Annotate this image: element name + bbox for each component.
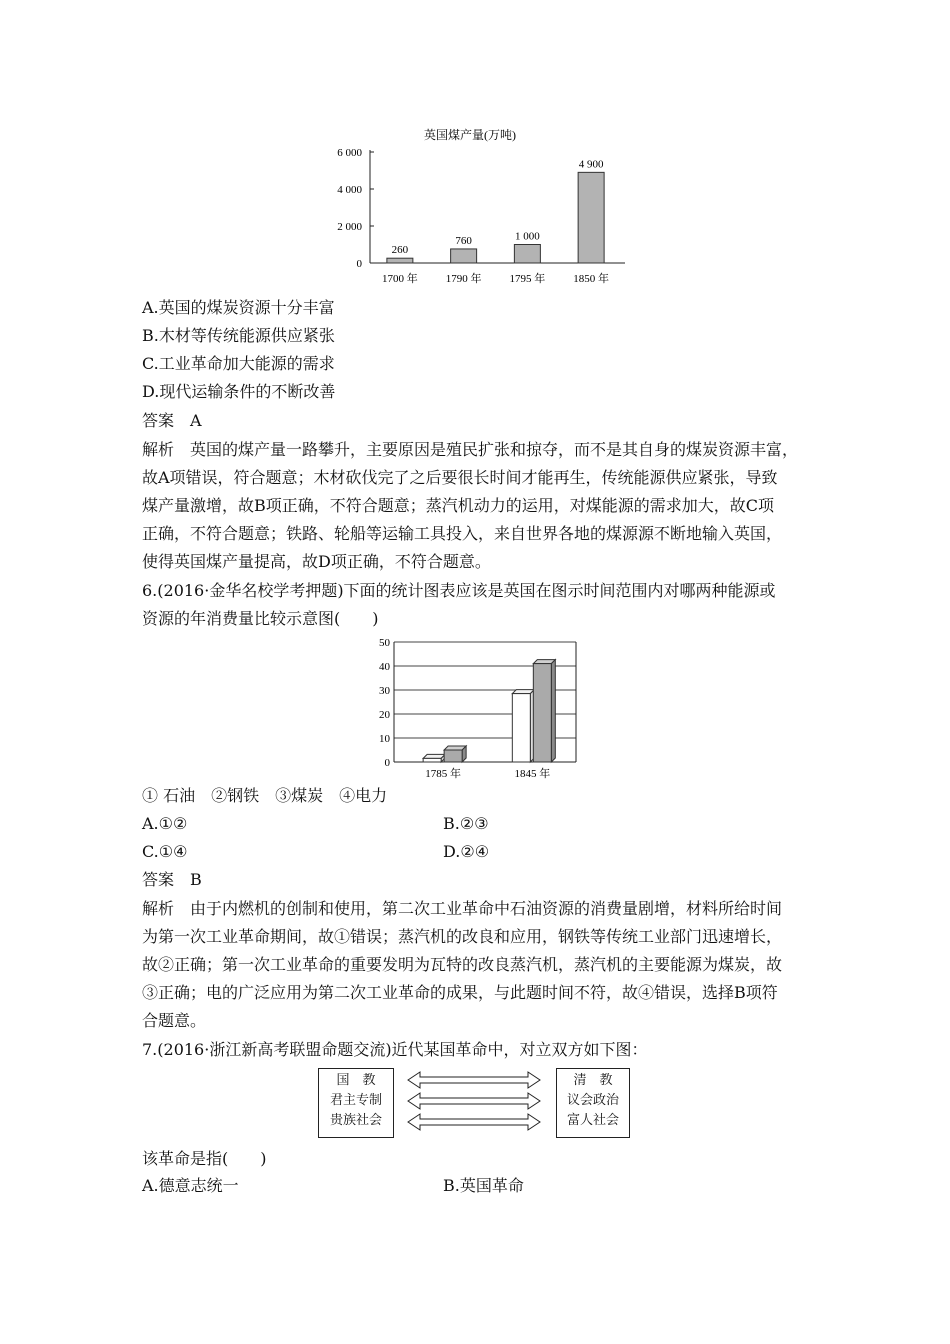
q6-option-c: C.①④ bbox=[142, 842, 188, 861]
left-box-line: 国 教 bbox=[336, 1073, 376, 1088]
bar bbox=[451, 249, 477, 263]
double-arrow bbox=[408, 1114, 540, 1130]
x-tick-label: 1700 年 bbox=[382, 273, 418, 285]
x-tick-label: 1845 年 bbox=[514, 768, 551, 780]
bar-side-face bbox=[551, 660, 555, 762]
y-tick-label: 6 000 bbox=[337, 147, 362, 159]
q6-stem-line: 资源的年消费量比较示意图( ) bbox=[142, 609, 379, 628]
data-label: 4 900 bbox=[578, 158, 604, 171]
bar bbox=[444, 750, 462, 762]
q6-analysis-line: 解析 由于内燃机的创制和使用，第二次工业革命中石油资源的消费量剧增，材料所给时间 bbox=[142, 899, 783, 918]
q6-analysis-line: ③正确；电的广泛应用为第二次工业革命的成果，与此题时间不符，故④错误，选择B项符 bbox=[142, 983, 778, 1002]
y-tick-label: 4 000 bbox=[337, 184, 362, 196]
x-tick-label: 1850 年 bbox=[573, 273, 609, 285]
y-tick-label: 30 bbox=[379, 685, 390, 697]
coal-output-chart bbox=[330, 120, 650, 292]
q5-option-d: D.现代运输条件的不断改善 bbox=[142, 382, 336, 401]
right-box-line: 议会政治 bbox=[566, 1093, 619, 1108]
right-box-line: 富人社会 bbox=[566, 1113, 619, 1128]
bar bbox=[514, 245, 540, 264]
right-box-line: 清 教 bbox=[573, 1073, 613, 1088]
q5-analysis-line: 使得英国煤产量提高，故D项正确，不符合题意。 bbox=[142, 552, 491, 571]
bar bbox=[512, 694, 530, 762]
q5-answer: 答案 A bbox=[142, 411, 202, 430]
y-tick-label: 2 000 bbox=[337, 221, 362, 233]
data-label: 1 000 bbox=[515, 230, 540, 243]
y-tick-label: 0 bbox=[356, 258, 362, 270]
q6-stem-line: 6.(2016·金华名校学考押题)下面的统计图表应该是英国在图示时间范围内对哪两种能源或 bbox=[142, 581, 776, 600]
right-side-box bbox=[556, 1068, 630, 1138]
q6-option-b: B.②③ bbox=[443, 814, 489, 833]
q5-option-a: A.英国的煤炭资源十分丰富 bbox=[142, 298, 335, 317]
data-label: 760 bbox=[455, 234, 472, 247]
data-label: 260 bbox=[391, 244, 409, 257]
consumption-chart bbox=[362, 632, 592, 782]
q6-analysis-line: 故②正确；第一次工业革命的重要发明为瓦特的改良蒸汽机，蒸汽机的主要能源为煤炭，故 bbox=[142, 955, 783, 974]
q6-option-a: A.①② bbox=[142, 814, 188, 833]
y-tick-label: 0 bbox=[384, 757, 390, 769]
left-box-line: 君主专制 bbox=[329, 1093, 382, 1108]
bar bbox=[423, 758, 441, 762]
bar bbox=[533, 664, 551, 762]
q6-items: ① 石油 ②钢铁 ③煤炭 ④电力 bbox=[142, 786, 388, 805]
bar bbox=[578, 172, 604, 263]
double-arrow bbox=[408, 1093, 540, 1109]
q5-analysis-line: 故A项错误，符合题意；木材砍伐完了之后要很长时间才能再生，传统能源供应紧张，导致 bbox=[142, 468, 778, 487]
left-side-box bbox=[318, 1068, 394, 1138]
q7-question: 该革命是指( ) bbox=[142, 1149, 267, 1168]
chart1-title: 英国煤产量(万吨) bbox=[424, 128, 516, 142]
q6-analysis-line: 为第一次工业革命期间，故①错误；蒸汽机的改良和应用，钢铁等传统工业部门迅速增长， bbox=[142, 927, 783, 946]
x-tick-label: 1785 年 bbox=[425, 768, 462, 780]
q5-analysis-line: 正确，不符合题意；铁路、轮船等运输工具投入，来自世界各地的煤源源不断地输入英国， bbox=[142, 524, 783, 543]
q5-option-b: B.木材等传统能源供应紧张 bbox=[142, 326, 335, 345]
q6-analysis-line: 合题意。 bbox=[142, 1011, 207, 1030]
q7-stem: 7.(2016·浙江新高考联盟命题交流)近代某国革命中，对立双方如下图： bbox=[142, 1040, 648, 1059]
double-arrows bbox=[406, 1068, 542, 1136]
q5-analysis-line: 解析 英国的煤产量一路攀升，主要原因是殖民扩张和掠夺，而不是其自身的煤炭资源丰富， bbox=[142, 440, 799, 459]
q7-option-a: A.德意志统一 bbox=[142, 1176, 239, 1195]
y-tick-label: 20 bbox=[379, 709, 390, 721]
y-tick-label: 50 bbox=[379, 637, 390, 649]
q5-analysis-line: 煤产量激增，故B项正确，不符合题意；蒸汽机动力的运用，对煤能源的需求加大，故C项 bbox=[142, 496, 775, 515]
y-tick-label: 40 bbox=[379, 661, 390, 673]
q7-option-b: B.英国革命 bbox=[443, 1176, 524, 1195]
q6-option-d: D.②④ bbox=[443, 842, 490, 861]
q5-option-c: C.工业革命加大能源的需求 bbox=[142, 354, 335, 373]
q6-answer: 答案 B bbox=[142, 870, 202, 889]
y-tick-label: 10 bbox=[379, 733, 390, 745]
double-arrow bbox=[408, 1072, 540, 1088]
x-tick-label: 1790 年 bbox=[445, 273, 482, 285]
bar bbox=[387, 258, 413, 263]
left-box-line: 贵族社会 bbox=[329, 1113, 382, 1128]
x-tick-label: 1795 年 bbox=[509, 273, 546, 285]
